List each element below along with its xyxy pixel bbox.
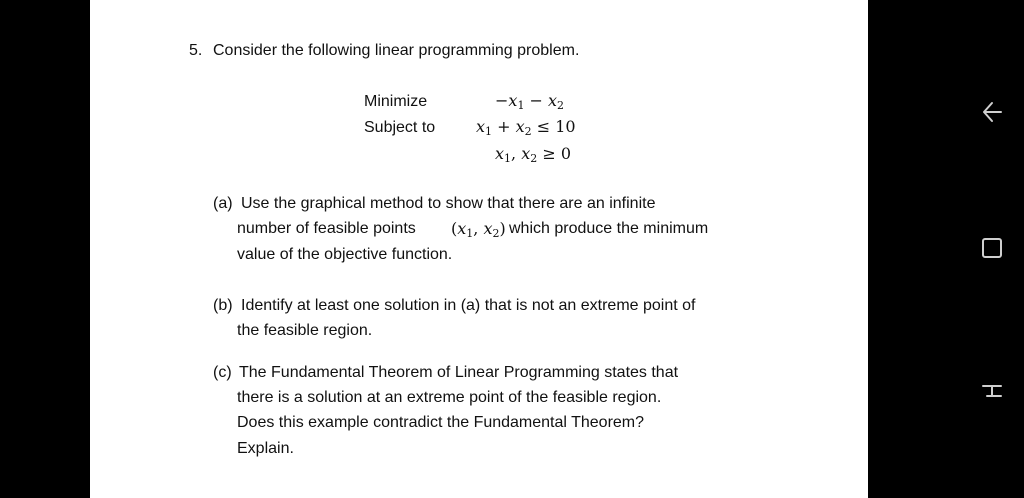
subject-to-label: Subject to (364, 119, 436, 136)
constraint-sum: $x_1 + x_2 \le 10$ (476, 117, 576, 138)
question-number: 5. (189, 42, 203, 59)
back-button[interactable] (960, 88, 1024, 136)
objective-expression: $-x_1 - x_2$ (495, 91, 565, 112)
part-b-letter: (b) (213, 297, 233, 314)
part-a-line2-post: which produce the minimum (509, 220, 709, 237)
minimize-label: Minimize (364, 93, 428, 110)
part-b-line1: Identify at least one solution in (a) that is not an extreme point of (241, 297, 696, 314)
constraint-nonnegativity: $x_1$, $x_2 \ge 0$ (495, 144, 571, 165)
recent-apps-button[interactable] (960, 224, 1024, 272)
part-c-line3: Does this example contradict the Fundamental Theorem? (237, 414, 645, 431)
part-a-line2-pre: number of feasible points (237, 220, 416, 237)
home-button[interactable] (960, 364, 1024, 412)
part-a-line3: value of the objective function. (237, 246, 453, 263)
part-b-line2: the feasible region. (237, 322, 373, 339)
recent-apps-icon (980, 236, 1004, 260)
part-a-letter: (a) (213, 195, 233, 212)
part-a-line1: Use the graphical method to show that there are an infinite (241, 195, 656, 212)
document-page (90, 0, 868, 498)
part-c-line2: there is a solution at an extreme point of the feasible region. (237, 389, 662, 406)
point-notation: ($x_1$, $x_2$) (451, 219, 506, 240)
navigation-bar (960, 0, 1024, 498)
home-icon (980, 376, 1004, 400)
part-c-line4: Explain. (237, 440, 294, 457)
back-icon (980, 100, 1004, 124)
part-c-line1: The Fundamental Theorem of Linear Programming states that (239, 364, 679, 381)
question-prompt: Consider the following linear programming problem. (213, 42, 580, 59)
part-c-letter: (c) (213, 364, 232, 381)
